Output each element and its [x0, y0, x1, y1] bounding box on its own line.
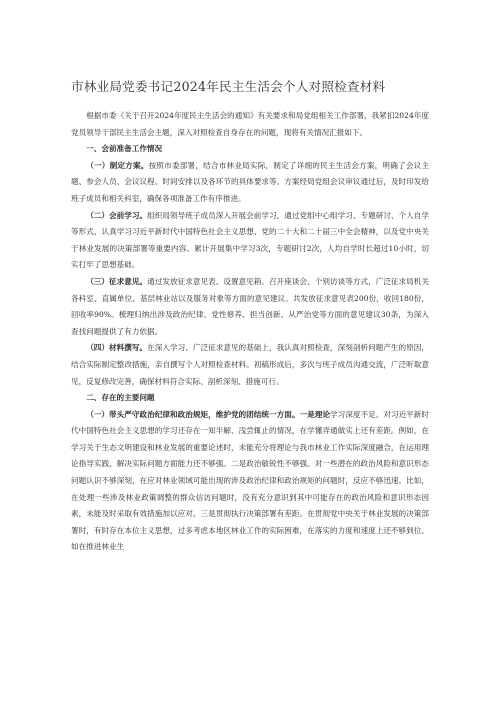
section-heading-1: 一、会前准备工作情况	[86, 144, 163, 154]
section-heading-2: 二、存在的主要问题	[86, 393, 155, 403]
paragraph-text: 通过发放征求意见表、设置意见箱、召开座谈会、个别访谈等方式，广泛征求局机关各科室、直属单位、基层林业站以及服务对象等方面的意见建议。共发放征求意见表200份，收回180份，回收率90%。梳理归纳出涉及政治纪律、党性修养、担当创新、从严治党等方面的意见建议30条，为深入查找问题提供了有力依据。	[71, 276, 429, 336]
paragraph-sublead: 一是理论	[299, 409, 330, 419]
paragraph-plan	[71, 158, 429, 208]
paragraph-lead: （四）材料撰写。	[86, 343, 148, 353]
paragraph-lead: （一）制定方案。	[86, 160, 149, 170]
paragraph-writing	[71, 340, 429, 390]
document-body	[71, 108, 429, 556]
paragraph-text: 组织局领导班子成员深入开展会前学习，通过党组中心组学习、专题研讨、个人自学等形式，认真学习习近平新时代中国特色社会主义思想、党的二十大和二十届三中全会精神，以及党中央关于林业发展的决策部署等重要内容。累计开展集中学习3次，专题研讨2次，人均自学时长超过10小时，切实打牢了思想基础。	[71, 210, 429, 270]
paragraph-lead: （二）会前学习。	[86, 210, 148, 220]
paragraph-text: 学习深度不足。对习近平新时代中国特色社会主义思想的学习还存在一知半解、浅尝辄止的情况，在学懂弄通做实上还有差距。例如，在学习关于生态文明建设和林业发展的重要论述时，未能充分将理论与我市林业工作实际深度融合，在运用理论指导实践、解决实际问题方面能力还不够强。二是政治敏锐性不够强。对一些潜在的政治风险和意识形态问题认识不够深刻，在应对林业领域可能出现的涉及政治纪律和政治规矩的问题时，反应不够迅速。比如，在处理一些涉及林业政策调整的群众信访问题时，没有充分意识到其中可能存在的政治风险和意识形态因素，未能及时采取有效措施加以应对。三是贯彻执行决策部署有差距。在贯彻党中央关于林业发展的决策部署时，有时存在本位主义思想，过多考虑本地区林业工作的实际困难，在落实的力度和速度上还不够到位。如在推进林业生	[71, 409, 430, 552]
paragraph-lead: （三）征求意见。	[86, 276, 148, 286]
document-title: 市林业局党委书记2024年民主生活会个人对照检查材料	[71, 79, 386, 94]
paragraph-discipline	[71, 407, 429, 556]
paragraph-text: 按照市委部署，结合市林业局实际，制定了详细的民主生活会方案，明确了会议主题、参会人员、会议议程、时间安排以及各环节的具体要求等。方案经局党组会议审议通过后，及时印发给班子成员和相关科室，确保各项准备工作有序推进。	[71, 160, 430, 203]
paragraph-study	[71, 208, 429, 274]
paragraph-text: 在深入学习、广泛征求意见的基础上，我认真对照检查，深刻剖析问题产生的原因，结合实际制定整改措施，亲自撰写个人对照检查材料。初稿形成后，多次与班子成员沟通交流，广泛听取意见，反复修改完善，确保材料符合实际、剖析深刻、措施可行。	[71, 343, 429, 386]
paragraph-lead: （一）带头严守政治纪律和政治规矩，维护党的团结统一方面。	[86, 409, 300, 419]
paragraph-opinions	[71, 274, 429, 340]
intro-paragraph: 根据市委《关于召开2024年度民主生活会的通知》有关要求和局党组相关工作部署，我紧扣2024年度党员领导干部民主生活会主题，深入对照检查自身存在的问题，现将有关情况汇报如下。	[71, 111, 429, 137]
